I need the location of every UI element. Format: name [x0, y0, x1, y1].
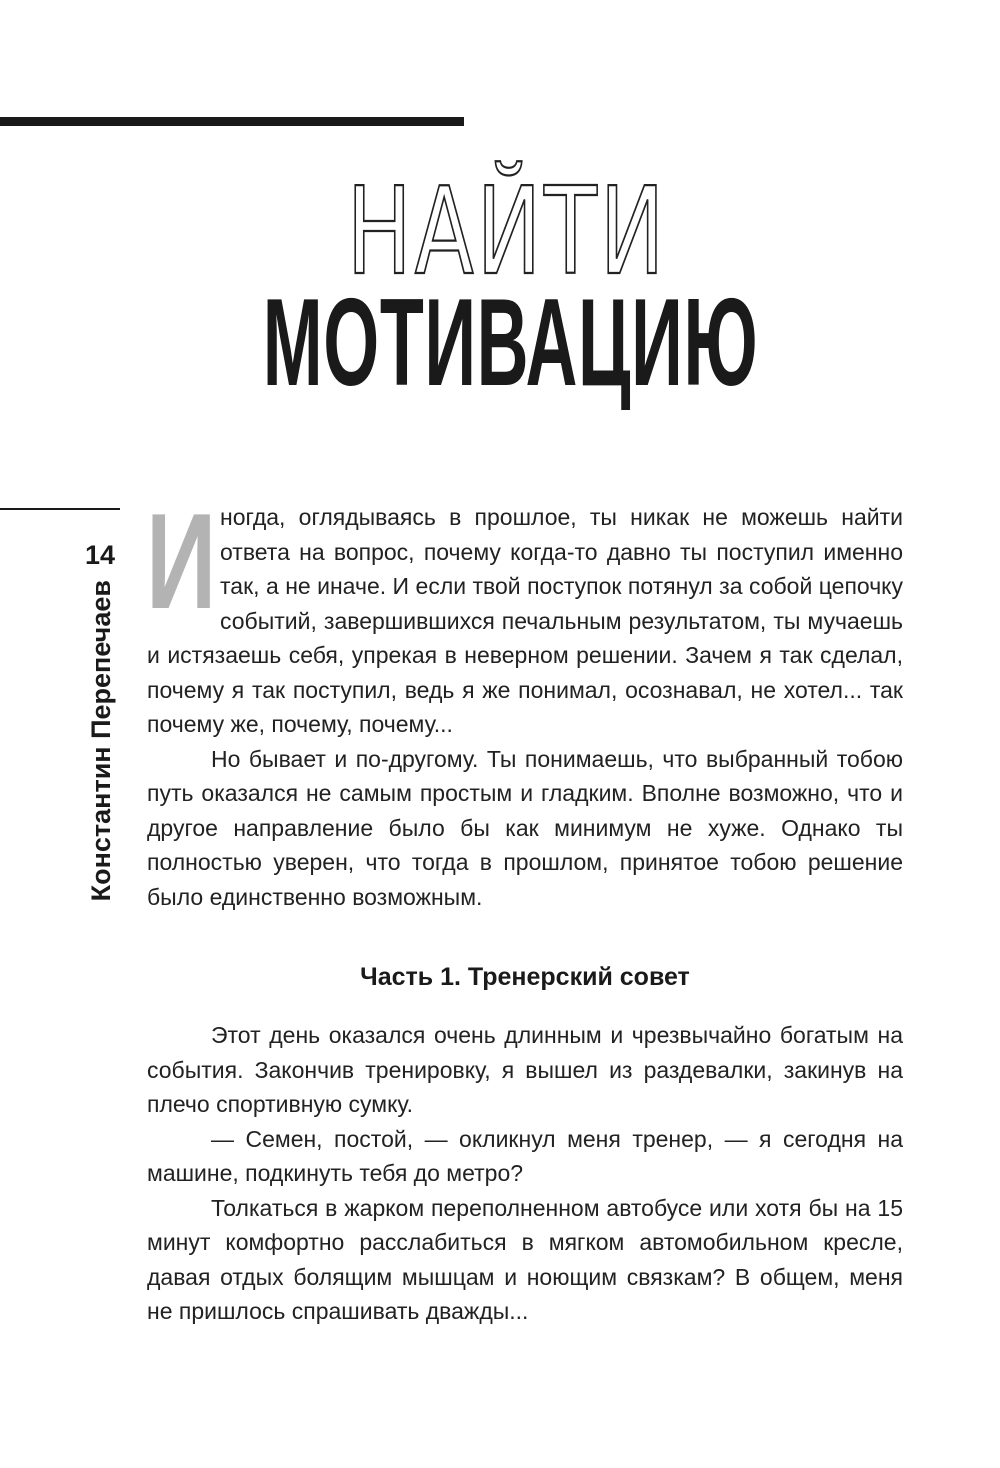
intro-paragraph-1-text: ногда, оглядываясь в прошлое, ты никак не можешь найти ответа на вопрос, почему когда-то давно ты поступил именно так, а не иначе. И если твой поступок потянул за собой цепочку событий, завершившихся печальным результатом, ты мучаешь и истязаешь себя, упрекая в неверном решении. Зачем я так сделал, почему я так поступил, ведь я же понимал, осознавал, не хотел... так почему же, почему, почему... — [147, 504, 903, 737]
section-text — [147, 1018, 903, 1329]
page-number: 14 — [84, 540, 116, 570]
section-paragraph-1: Этот день оказался очень длинным и чрезвычайно богатым на события. Закончив тренировку, я вышел из раздевалки, закинув на плечо спортивную сумку. — [147, 1022, 903, 1117]
intro-paragraph-1 — [146, 485, 903, 742]
top-rule — [0, 117, 464, 126]
section-paragraph-3: Толкаться в жарком переполненном автобусе или хотя бы на 15 минут комфортно расслабиться в мягком автомобильном кресле, давая отдых болящим мышцам и ноющим связкам? В общем, меня не пришлось спрашивать дважды... — [147, 1194, 903, 1324]
section-heading: Часть 1. Тренерский совет — [360, 963, 690, 991]
intro-text — [146, 485, 903, 914]
drop-cap: И — [146, 485, 217, 637]
section-paragraph-2: — Семен, постой, — окликнул меня тренер, — я сегодня на машине, подкинуть тебя до метро? — [147, 1125, 903, 1186]
chapter-title-line-2: МОТИВАЦИЮ — [262, 274, 759, 412]
margin-rule — [0, 508, 120, 510]
chapter-title-line-1-text: НАЙТИ — [346, 163, 668, 302]
running-head-author: Константин Перепечаев — [86, 580, 116, 902]
intro-paragraph-2: Но бывает и по-другому. Ты понимаешь, что выбранный тобою путь оказался не самым простым и гладким. Вполне возможно, что и другое направление было бы как минимум не хуже. Однако ты полностью уверен, что тогда в прошлом, принятое тобою решение было единственно возможным. — [147, 745, 903, 910]
